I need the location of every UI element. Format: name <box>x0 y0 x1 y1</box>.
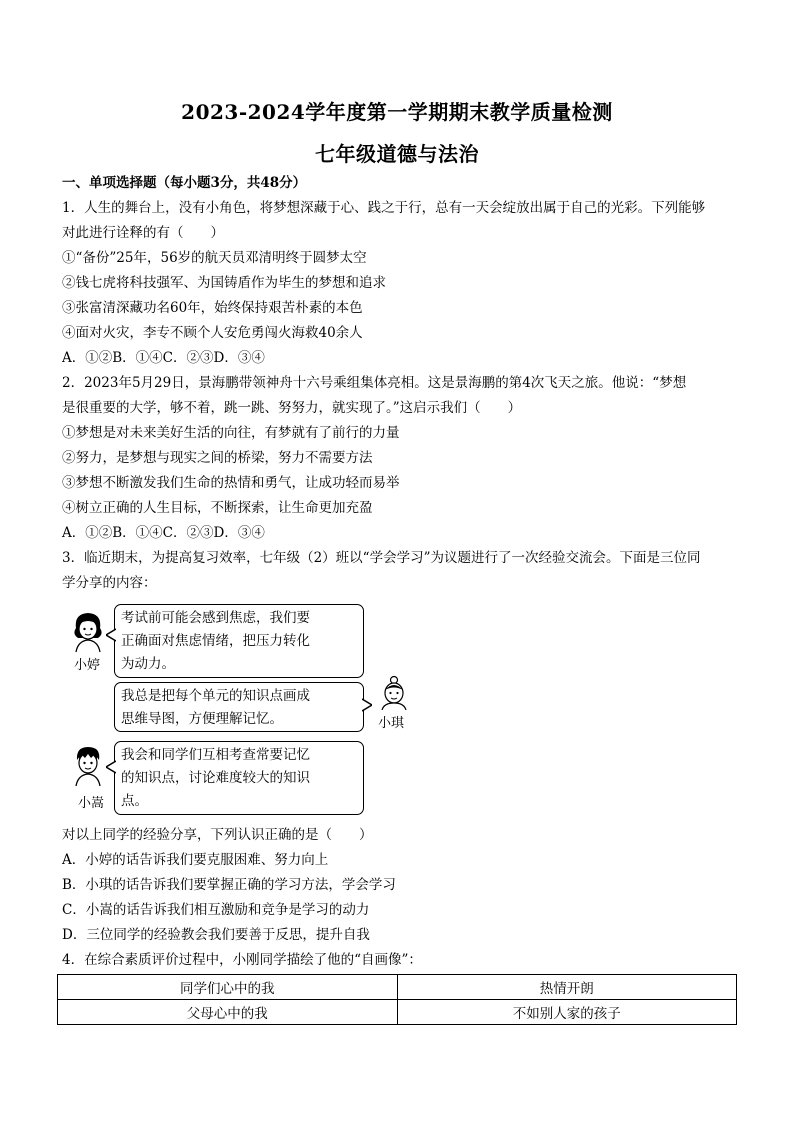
table-cell: 热情开朗 <box>397 975 737 1000</box>
speaker-name-xiaosong: 小嵩 <box>78 796 105 811</box>
q3-option-c: C．小嵩的话告诉我们相互激励和竞争是学习的动力 <box>62 902 370 918</box>
bubble-line: 思维导图，方便理解记忆。 <box>121 711 283 727</box>
q3-stem-line1: 3．临近期末，为提高复习效率，七年级（2）班以“学会学习”为议题进行了一次经验交流会。下面是三位同 <box>62 550 701 566</box>
table-row <box>58 975 737 1000</box>
q2-stem-line1: 2．2023年5月29日，景海鹏带领神舟十六号乘组集体亮相。这是景海鹏的第4次飞天之旅。他说：“梦想 <box>62 375 687 391</box>
q1-option-2: ②钱七虎将科技强军、为国铸盾作为毕生的梦想和追求 <box>62 275 386 291</box>
table-row <box>58 1000 737 1025</box>
bubble-line: 的知识点，讨论难度较大的知识 <box>121 770 310 786</box>
self-portrait-table <box>57 974 737 1025</box>
table-cell: 不如别人家的孩子 <box>397 1000 737 1025</box>
speech-bubble-xiaoqi <box>114 682 364 732</box>
q4-stem: 4．在综合素质评价过程中，小刚同学描绘了他的“自画像”： <box>62 952 422 968</box>
q1-choices: A．①②B．①④C．②③D．③④ <box>62 350 265 366</box>
q1-option-4: ④面对火灾，李专不顾个人安危勇闯火海救40余人 <box>62 325 363 341</box>
q3-option-b: B．小琪的话告诉我们要掌握正确的学习方法，学会学习 <box>62 877 396 893</box>
bubble-line: 考试前可能会感到焦虑，我们要 <box>121 610 310 626</box>
q3-option-d: D．三位同学的经验教会我们要善于反思，提升自我 <box>62 927 370 943</box>
speaker-name-xiaoqi: 小琪 <box>378 716 405 731</box>
q1-stem-line1: 1．人生的舞台上，没有小角色，将梦想深藏于心、践之于行，总有一天会绽放出属于自己的光彩。下列能够 <box>62 200 706 216</box>
q2-option-2: ②努力，是梦想与现实之间的桥梁，努力不需要方法 <box>62 450 373 466</box>
q2-choices: A．①②B．①④C．②③D．③④ <box>62 525 265 541</box>
girl-with-bun-avatar-icon <box>376 676 412 710</box>
q1-option-3: ③张富清深藏功名60年，始终保持艰苦朴素的本色 <box>62 300 363 316</box>
exam-title: 2023-2024学年度第一学期期末教学质量检测 <box>181 100 613 124</box>
bubble-line: 我会和同学们互相考查常要记忆 <box>121 747 310 763</box>
q2-option-3: ③梦想不断激发我们生命的热情和勇气，让成功轻而易举 <box>62 475 400 491</box>
speech-bubble-xiaoting <box>114 604 364 678</box>
bubble-tail <box>106 628 116 642</box>
q2-option-1: ①梦想是对未来美好生活的向往，有梦就有了前行的力量 <box>62 425 400 441</box>
table-cell: 同学们心中的我 <box>58 975 398 1000</box>
bubble-line: 点。 <box>121 793 148 809</box>
speech-bubble-xiaosong <box>114 741 364 815</box>
q3-stem-line2: 学分享的内容： <box>62 575 157 591</box>
girl-avatar-icon <box>68 610 108 654</box>
table-cell: 父母心中的我 <box>58 1000 398 1025</box>
q3-question: 对以上同学的经验分享，下列认识正确的是（ ） <box>62 827 373 843</box>
q2-option-4: ④树立正确的人生目标，不断探索，让生命更加充盈 <box>62 500 373 516</box>
q3-option-a: A．小婷的话告诉我们要克服困难、努力向上 <box>62 852 329 868</box>
bubble-line: 我总是把每个单元的知识点画成 <box>121 688 310 704</box>
bubble-line: 正确面对焦虑情绪，把压力转化 <box>121 633 310 649</box>
speaker-name-xiaoting: 小婷 <box>74 658 101 673</box>
boy-avatar-icon <box>68 744 108 788</box>
bubble-tail <box>362 698 372 712</box>
q1-option-1: ①“备份”25年，56岁的航天员邓清明终于圆梦太空 <box>62 250 367 266</box>
bubble-line: 为动力。 <box>121 656 175 672</box>
dialogue-figure <box>62 598 372 820</box>
exam-subtitle: 七年级道德与法治 <box>315 142 479 166</box>
section-heading: 一、单项选择题（每小题3分，共48分） <box>62 175 307 191</box>
q2-stem-line2: 是很重要的大学，够不着，跳一跳、努努力，就实现了。”这启示我们（ ） <box>62 400 522 416</box>
q1-stem-line2: 对此进行诠释的有（ ） <box>62 225 224 241</box>
